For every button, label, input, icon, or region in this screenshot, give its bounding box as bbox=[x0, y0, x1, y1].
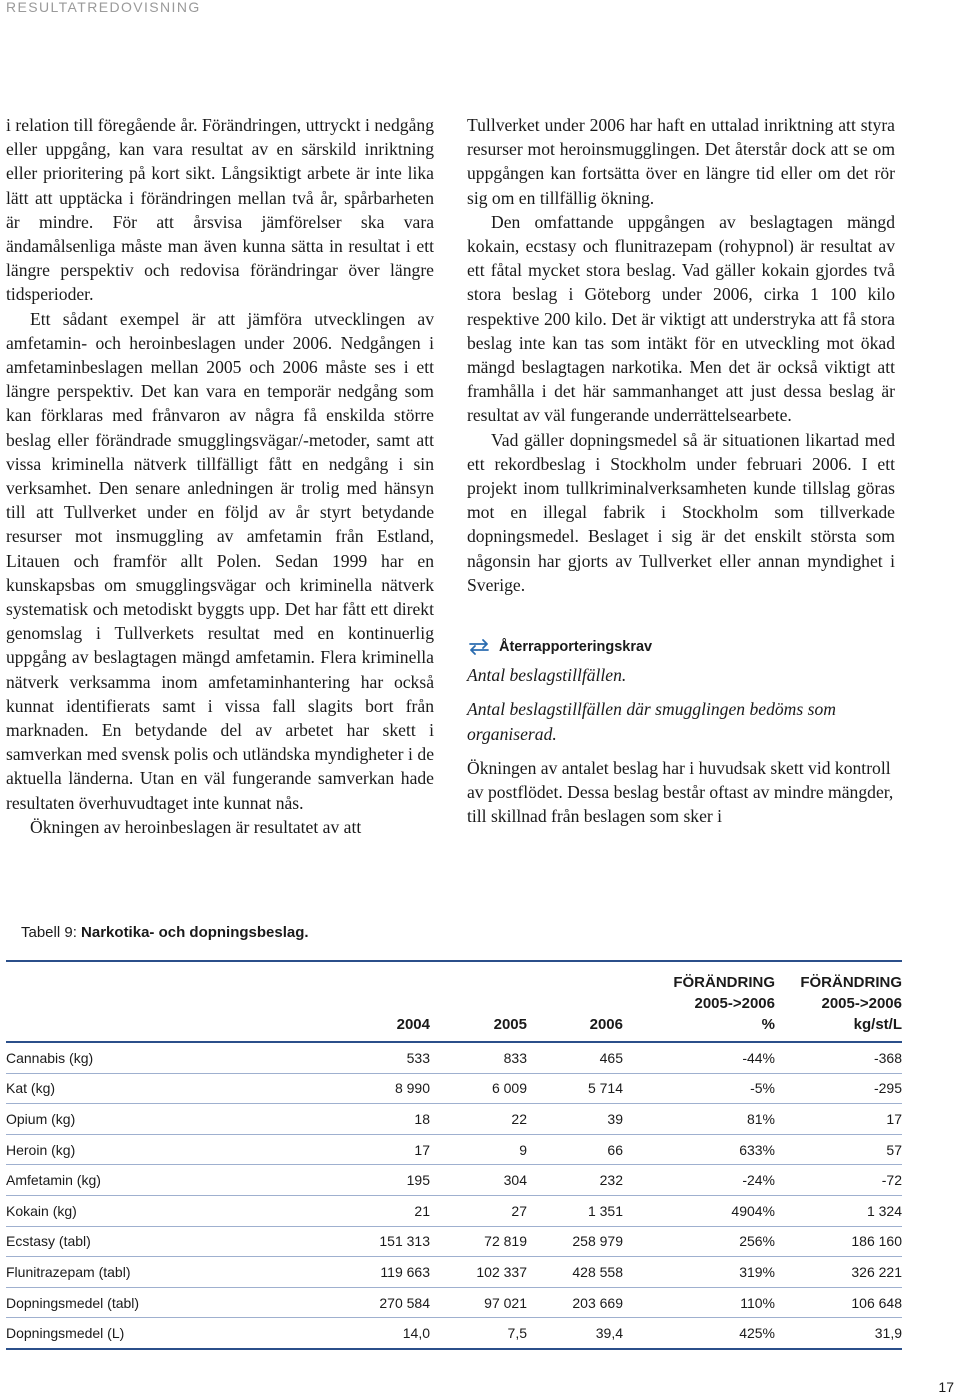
cell-change-percent: 81% bbox=[623, 1104, 775, 1135]
row-label: Opium (kg) bbox=[6, 1104, 296, 1135]
table-top-rule bbox=[6, 960, 902, 962]
cell-change-percent: 425% bbox=[623, 1318, 775, 1349]
cell-change-absolute: 106 648 bbox=[775, 1287, 902, 1318]
row-label: Kat (kg) bbox=[6, 1073, 296, 1104]
cell-change-absolute: 186 160 bbox=[775, 1226, 902, 1257]
cell-2004: 533 bbox=[296, 1042, 430, 1073]
row-label: Dopningsmedel (L) bbox=[6, 1318, 296, 1349]
table-row bbox=[6, 1165, 902, 1196]
cell-change-absolute: -72 bbox=[775, 1165, 902, 1196]
row-label: Ecstasy (tabl) bbox=[6, 1226, 296, 1257]
cell-2005: 97 021 bbox=[430, 1287, 527, 1318]
cell-2004: 17 bbox=[296, 1134, 430, 1165]
paragraph: Tullverket under 2006 har haft en uttalad inriktning att styra resurser mot heroinsmugglingen. Det återstår dock att se om uppgången kan fortsätta över en längre tid eller om det rör sig om en tillfällig ökning. bbox=[467, 115, 895, 208]
requirement-item: Antal beslagstillfällen där smugglingen bedöms som organiserad. bbox=[467, 699, 836, 744]
cell-2004: 195 bbox=[296, 1165, 430, 1196]
table-header-row bbox=[6, 972, 902, 1042]
table-row bbox=[6, 1042, 902, 1073]
cell-change-absolute: -295 bbox=[775, 1073, 902, 1104]
left-text-column bbox=[6, 113, 434, 839]
cell-2004: 21 bbox=[296, 1195, 430, 1226]
cell-2005: 22 bbox=[430, 1104, 527, 1135]
paragraph: Ett sådant exempel är att jämföra utvecklingen av amfetamin- och heroinbeslagen under 2006. Nedgången i amfetaminbeslagen mellan 2005 och 2006 måste ses i ett längre perspektiv. Det kan vara en temporär nedgång som kan förklaras med frånvaron av några få enskilda större beslag eller förändrade smugglingsvägar/-metoder, samt att vissa kriminella nätverk tillfälligt fått en nedgång i sin verksamhet. Den senare anledningen är trolig med hänsyn till att Tullverket under en följd av år styrt betydande resurser mot insmuggling av amfetamin från Estland, Litauen och framför allt Polen. Sedan 1999 har en kunskapsbas om smugglingsvägar och kriminella nätverk systematisk och metodiskt byggts upp. Det har fått ett direkt genomslag i Tullverkets resultat med en kontinuerlig uppgång av beslagtagen mängd amfetamin. Flera kriminella nätverk verksamma inom amfetaminhantering har också kunnat identifierats samt i vissa fall slagits bort från marknaden. En betydande del av arbetet har skett i samverkan med svensk polis och utländska myndigheter i de aktuella länderna. Utan en väl fungerande samverkan hade resultaten överhuvudtaget inte kunnat nås. bbox=[6, 308, 434, 813]
caption-prefix: Tabell 9: bbox=[21, 924, 82, 941]
page-number: 17 bbox=[938, 1379, 954, 1395]
cell-2005: 102 337 bbox=[430, 1257, 527, 1288]
header-line: kg/st/L bbox=[853, 1016, 902, 1033]
cell-2005: 6 009 bbox=[430, 1073, 527, 1104]
table-caption bbox=[21, 924, 309, 941]
header-line: 2005->2006 bbox=[821, 995, 902, 1012]
cell-2004: 8 990 bbox=[296, 1073, 430, 1104]
cell-2004: 119 663 bbox=[296, 1257, 430, 1288]
table-row bbox=[6, 1104, 902, 1135]
cell-2005: 833 bbox=[430, 1042, 527, 1073]
cell-2006: 428 558 bbox=[527, 1257, 623, 1288]
row-label: Heroin (kg) bbox=[6, 1134, 296, 1165]
cell-change-percent: 633% bbox=[623, 1134, 775, 1165]
cell-change-percent: 4904% bbox=[623, 1195, 775, 1226]
table-row bbox=[6, 1226, 902, 1257]
cell-change-absolute: 17 bbox=[775, 1104, 902, 1135]
cell-2004: 18 bbox=[296, 1104, 430, 1135]
table-row bbox=[6, 1195, 902, 1226]
cell-2006: 258 979 bbox=[527, 1226, 623, 1257]
row-label: Kokain (kg) bbox=[6, 1195, 296, 1226]
cell-change-percent: -24% bbox=[623, 1165, 775, 1196]
cell-change-percent: -44% bbox=[623, 1042, 775, 1073]
cell-change-percent: 110% bbox=[623, 1287, 775, 1318]
cell-2006: 465 bbox=[527, 1042, 623, 1073]
cell-2006: 39 bbox=[527, 1104, 623, 1135]
header-change-absolute bbox=[775, 972, 902, 1042]
caption-title: Narkotika- och dopningsbeslag. bbox=[81, 924, 309, 941]
cell-2006: 5 714 bbox=[527, 1073, 623, 1104]
table-row bbox=[6, 1134, 902, 1165]
paragraph: i relation till föregående år. Förändringen, uttryckt i nedgång eller uppgång, kan vara resultat av en särskild inriktning eller prioritering på kort sikt. Långsiktigt arbete är inte lika lätt att upptäcka i förändringen mellan två år, spårbarheten är mindre. För att årsvisa jämförelser ska vara ändamålsenliga måste man även kunna sätta in resultat i ett längre perspektiv och redovisa förändringar över längre tidsperioder. bbox=[6, 115, 434, 305]
right-text-column bbox=[467, 113, 895, 828]
row-label: Dopningsmedel (tabl) bbox=[6, 1287, 296, 1318]
table-row bbox=[6, 1287, 902, 1318]
cell-change-absolute: 1 324 bbox=[775, 1195, 902, 1226]
cell-2006: 1 351 bbox=[527, 1195, 623, 1226]
table-row bbox=[6, 1257, 902, 1288]
row-label: Cannabis (kg) bbox=[6, 1042, 296, 1073]
cell-2004: 14,0 bbox=[296, 1318, 430, 1349]
feedback-heading: Återrapporteringskrav bbox=[499, 639, 653, 656]
feedback-requirement-heading bbox=[467, 635, 895, 659]
cell-2005: 304 bbox=[430, 1165, 527, 1196]
return-arrows-icon bbox=[467, 638, 491, 656]
cell-2004: 151 313 bbox=[296, 1226, 430, 1257]
cell-2005: 7,5 bbox=[430, 1318, 527, 1349]
seizures-table bbox=[6, 972, 902, 1350]
header-line: FÖRÄNDRING bbox=[800, 974, 902, 991]
header-2005: 2005 bbox=[493, 1016, 527, 1033]
cell-2006: 66 bbox=[527, 1134, 623, 1165]
section-header: RESULTATREDOVISNING bbox=[6, 0, 201, 15]
cell-change-percent: -5% bbox=[623, 1073, 775, 1104]
cell-2005: 9 bbox=[430, 1134, 527, 1165]
cell-change-absolute: 326 221 bbox=[775, 1257, 902, 1288]
cell-2005: 72 819 bbox=[430, 1226, 527, 1257]
paragraph: Ökningen av heroinbeslagen är resultatet av att bbox=[30, 816, 362, 837]
header-line: FÖRÄNDRING bbox=[673, 974, 775, 991]
cell-change-absolute: 57 bbox=[775, 1134, 902, 1165]
table-row bbox=[6, 1073, 902, 1104]
requirement-item: Antal beslagstillfällen. bbox=[467, 665, 627, 686]
header-change-percent bbox=[623, 972, 775, 1042]
row-label: Amfetamin (kg) bbox=[6, 1165, 296, 1196]
paragraph: Ökningen av antalet beslag har i huvudsak skett vid kontroll av postflödet. Dessa beslag består oftast av mindre mängder, till skillnad från beslagen som sker i bbox=[467, 757, 894, 827]
paragraph: Den omfattande uppgången av beslagtagen mängd kokain, ecstasy och flunitrazepam (rohypnol) är resultat av ett fåtal mycket stora beslag. Vad gäller kokain gjordes två stora beslag i Göteborg under 2006, cirka 1 100 kilo respektive 200 kilo. Det är viktigt att understryka att få stora beslag inte kan tas som intäkt för en utveckling mot ökad mängd beslagtagen narkotika. Men det är också viktigt att framhålla i det här sammanhanget att just dessa beslag är resultat av väl fungerande underrättelsearbete. bbox=[467, 211, 895, 426]
header-2006: 2006 bbox=[589, 1016, 623, 1033]
header-blank bbox=[6, 972, 296, 1042]
cell-2006: 39,4 bbox=[527, 1318, 623, 1349]
cell-change-percent: 319% bbox=[623, 1257, 775, 1288]
cell-change-percent: 256% bbox=[623, 1226, 775, 1257]
cell-2006: 232 bbox=[527, 1165, 623, 1196]
header-line: 2005->2006 bbox=[694, 995, 775, 1012]
cell-change-absolute: -368 bbox=[775, 1042, 902, 1073]
header-line: % bbox=[761, 1016, 775, 1033]
paragraph: Vad gäller dopningsmedel så är situationen likartad med ett rekordbeslag i Stockholm under februari 2006. I ett projekt inom tullkriminalverksamheten kunde tillslag göras mot en illegal fabrik i Stockholm som tillverkade dopningsmedel. Beslaget i sig är det enskilt största som någonsin har gjorts av Tullverket eller annan myndighet i Sverige. bbox=[467, 429, 895, 595]
cell-change-absolute: 31,9 bbox=[775, 1318, 902, 1349]
table-row bbox=[6, 1318, 902, 1349]
cell-2005: 27 bbox=[430, 1195, 527, 1226]
header-2004: 2004 bbox=[396, 1016, 430, 1033]
row-label: Flunitrazepam (tabl) bbox=[6, 1257, 296, 1288]
cell-2006: 203 669 bbox=[527, 1287, 623, 1318]
cell-2004: 270 584 bbox=[296, 1287, 430, 1318]
